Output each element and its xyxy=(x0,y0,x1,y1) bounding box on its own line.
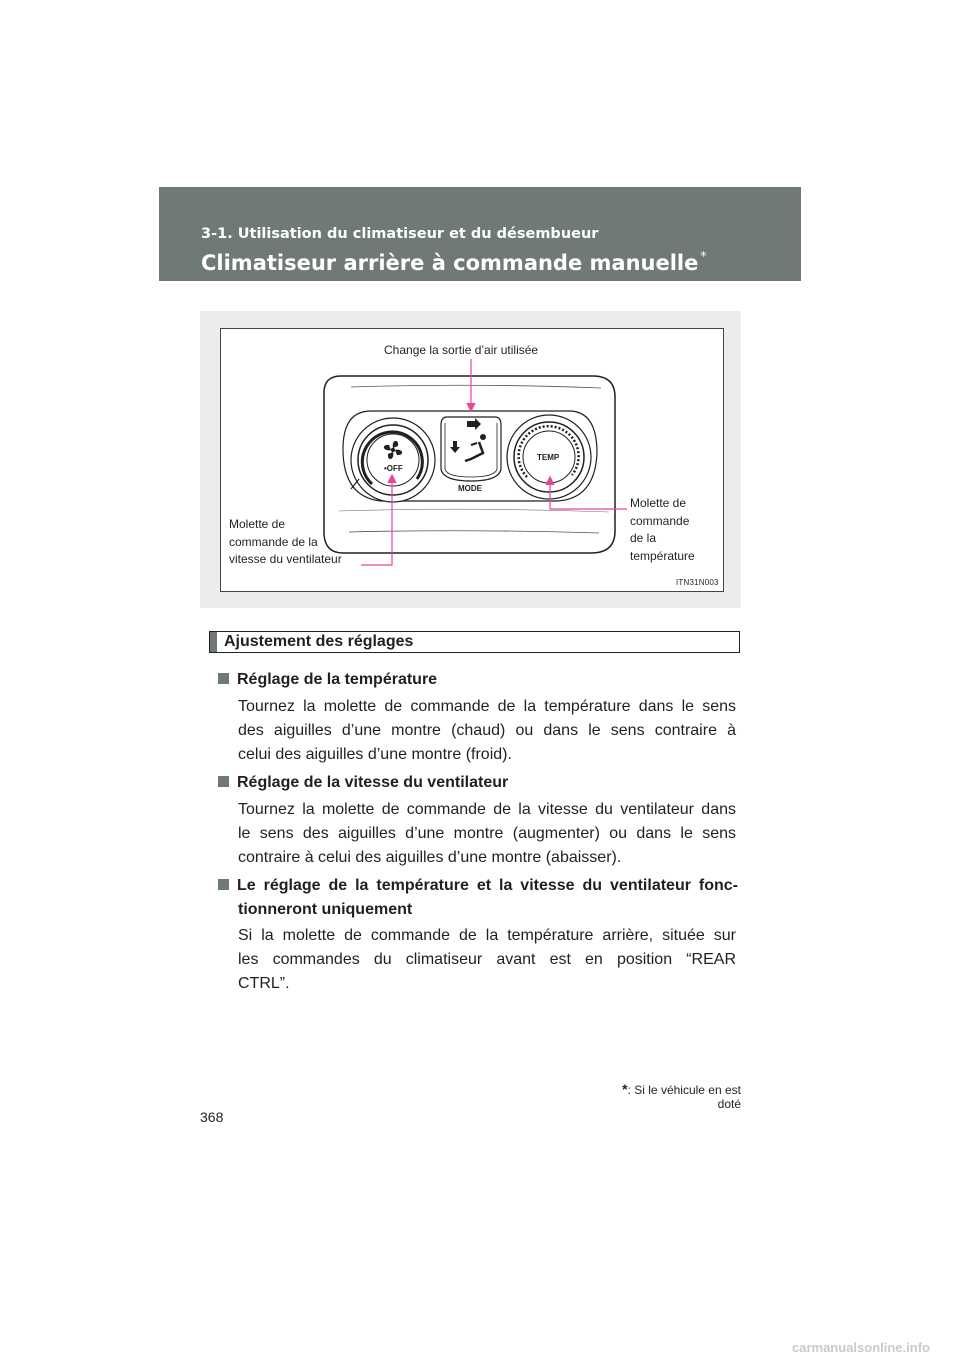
callout-fan-line-1: Molette de xyxy=(229,517,286,531)
temp-label: TEMP xyxy=(537,453,560,462)
footnote-mark: * xyxy=(622,1081,628,1097)
item-heading-operation-condition xyxy=(218,877,738,919)
temperature-dial xyxy=(507,415,591,499)
callout-temp-line-4: température xyxy=(630,548,695,563)
section-label: 3-1. Utilisation du climatiseur et du désembueur xyxy=(201,226,599,242)
text-line: Tournez la molette de commande de la vitesse du ventilateur dans xyxy=(238,801,736,818)
callout-temp-dial xyxy=(630,495,695,565)
text-line: contraire à celui des aiguilles d’une montre (abaisser). xyxy=(238,849,622,866)
item-heading-temperature xyxy=(218,671,437,689)
section-heading-text: Ajustement des réglages xyxy=(224,633,414,650)
section-heading xyxy=(209,631,740,653)
callout-fan-line-3: vitesse du ventilateur xyxy=(229,552,342,566)
item-heading-text-line-2: tionneront uniquement xyxy=(238,901,413,918)
callout-fan-line-2: commande de la xyxy=(229,534,318,549)
figure-id: ITN31N003 xyxy=(676,578,719,587)
bullet-square-icon xyxy=(218,673,229,684)
control-panel-figure xyxy=(220,328,724,592)
item-body-operation-condition xyxy=(238,924,736,996)
mode-label: MODE xyxy=(458,484,482,493)
item-heading-text: Réglage de la vitesse du ventilateur xyxy=(237,774,509,791)
text-line: les commandes du climatiseur avant est en position “REAR xyxy=(238,951,736,968)
bullet-square-icon xyxy=(218,776,229,787)
page-title-text: Climatiseur arrière à commande manuelle xyxy=(201,251,699,275)
item-body-temperature xyxy=(238,695,736,767)
item-heading-text-line-1: Le réglage de la température et la vitesse du ventilateur fonc- xyxy=(237,877,738,894)
footnote xyxy=(600,1081,741,1111)
item-heading-fan-speed xyxy=(218,774,508,792)
callout-temp-line-1: Molette de xyxy=(630,496,687,510)
chapter-header xyxy=(159,187,801,281)
watermark: carmanualsonline.info xyxy=(792,1340,930,1355)
section-heading-bar xyxy=(210,632,217,652)
page-number: 368 xyxy=(200,1109,224,1125)
text-line: des aiguilles d’une montre (chaud) ou dans le sens contraire à xyxy=(238,722,736,739)
text-line: le sens des aiguilles d’une montre (augmenter) ou dans le sens xyxy=(238,825,736,842)
text-line: Tournez la molette de commande de la température dans le sens xyxy=(238,698,736,715)
footnote-text: : Si le véhicule en est doté xyxy=(627,1083,741,1111)
item-body-fan-speed xyxy=(238,798,736,870)
callout-mode: Change la sortie d’air utilisée xyxy=(384,343,539,357)
bullet-square-icon xyxy=(218,879,229,890)
text-line: celui des aiguilles d’une montre (froid). xyxy=(238,746,512,763)
callout-temp-line-2: commande xyxy=(630,513,690,528)
fan-off-label: •OFF xyxy=(384,464,403,473)
item-heading-text: Réglage de la température xyxy=(237,671,438,688)
callout-temp-line-3: de la xyxy=(630,531,657,545)
page-title xyxy=(201,249,706,275)
optional-equipment-mark: * xyxy=(700,249,707,263)
text-line: Si la molette de commande de la température arrière, située sur xyxy=(238,927,736,944)
text-line: CTRL”. xyxy=(238,975,290,992)
fan-speed-dial xyxy=(351,418,435,502)
callout-fan-dial xyxy=(229,516,342,569)
